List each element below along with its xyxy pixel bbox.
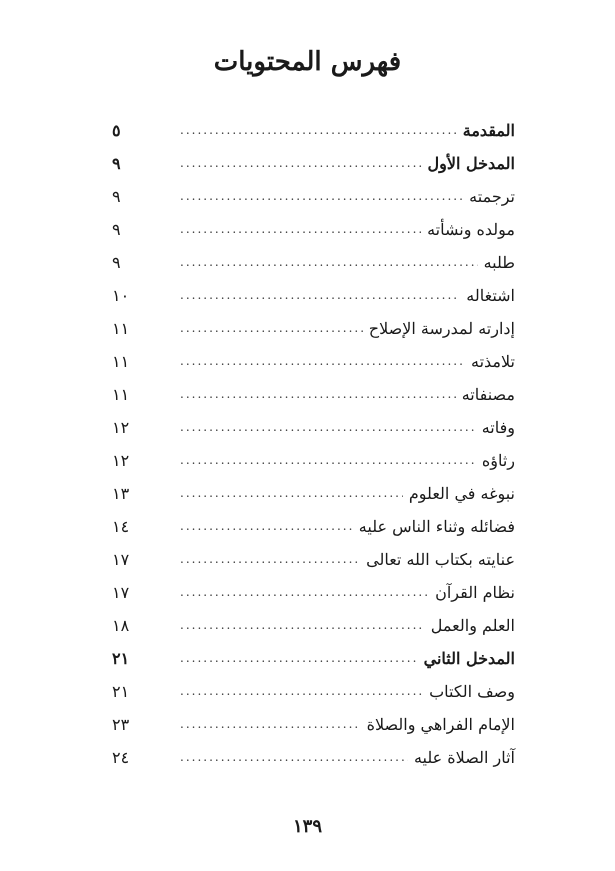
toc-entry[interactable]	[112, 213, 515, 246]
toc-entry[interactable]	[112, 411, 515, 444]
toc-entry[interactable]	[112, 477, 515, 510]
toc-entry-title: آثار الصلاة عليه	[413, 748, 515, 767]
toc-entry-title: نظام القرآن	[435, 583, 515, 602]
toc-entry-title: ترجمته	[469, 187, 515, 206]
dot-leader	[180, 741, 408, 774]
toc-entry-title: تلامذته	[471, 352, 515, 371]
toc-entry-title: طلبه	[483, 253, 515, 272]
dot-leader	[180, 279, 460, 312]
dot-leader	[180, 543, 360, 576]
dot-leader	[180, 246, 478, 279]
dot-leader	[180, 147, 422, 180]
dot-leader	[180, 609, 425, 642]
dot-leader	[180, 312, 363, 345]
toc-entry[interactable]	[112, 246, 515, 279]
toc-entry[interactable]	[112, 675, 515, 708]
toc-entry[interactable]	[112, 576, 515, 609]
toc-entry-title: مصنفاته	[461, 385, 515, 404]
toc-entry-page: ٩	[112, 220, 121, 239]
table-of-contents	[112, 114, 515, 774]
toc-entry-page: ١٢	[112, 418, 130, 437]
toc-entry[interactable]	[112, 378, 515, 411]
dot-leader	[180, 708, 361, 741]
dot-leader	[180, 444, 476, 477]
toc-entry-page: ٢٤	[112, 748, 130, 767]
dot-leader	[180, 411, 476, 444]
toc-entry-page: ١٨	[112, 616, 130, 635]
dot-leader	[180, 180, 463, 213]
toc-entry-title: فضائله وثناء الناس عليه	[358, 517, 515, 536]
toc-entry-page: ٩	[112, 253, 121, 272]
dot-leader	[180, 675, 423, 708]
toc-entry-title: وصف الكتاب	[429, 682, 515, 701]
page-number: ١٣٩	[292, 816, 322, 837]
toc-entry-page: ٢١	[112, 682, 130, 701]
toc-entry[interactable]	[112, 279, 515, 312]
toc-entry-page: ١٢	[112, 451, 130, 470]
dot-leader	[180, 378, 456, 411]
toc-entry[interactable]	[112, 114, 515, 147]
toc-entry[interactable]	[112, 147, 515, 180]
toc-entry[interactable]	[112, 510, 515, 543]
dot-leader	[180, 213, 421, 246]
toc-entry-title: إدارته لمدرسة الإصلاح	[368, 319, 515, 338]
dot-leader	[180, 477, 403, 510]
toc-entry-title: مولده ونشأته	[427, 220, 515, 239]
toc-entry[interactable]	[112, 312, 515, 345]
toc-entry[interactable]	[112, 345, 515, 378]
toc-entry-page: ١٧	[112, 550, 130, 569]
page-title: فهرس المحتويات	[213, 47, 402, 77]
dot-leader	[180, 510, 353, 543]
dot-leader	[180, 114, 457, 147]
toc-entry-page: ١٤	[112, 517, 130, 536]
toc-entry-title: المدخل الأول	[427, 154, 515, 173]
toc-entry[interactable]	[112, 741, 515, 774]
dot-leader	[180, 642, 418, 675]
toc-entry[interactable]	[112, 180, 515, 213]
toc-entry-page: ١٠	[112, 286, 130, 305]
toc-entry-title: المقدمة	[462, 121, 515, 140]
toc-entry-title: عنايته بكتاب الله تعالى	[366, 550, 515, 569]
toc-entry[interactable]	[112, 543, 515, 576]
toc-entry-page: ١١	[112, 352, 130, 371]
toc-entry-title: وفاته	[481, 418, 515, 437]
toc-entry[interactable]	[112, 609, 515, 642]
toc-entry-page: ١١	[112, 319, 130, 338]
toc-entry[interactable]	[112, 708, 515, 741]
dot-leader	[180, 345, 465, 378]
toc-entry-page: ٢١	[112, 649, 130, 668]
toc-entry[interactable]	[112, 642, 515, 675]
toc-entry-page: ٥	[112, 121, 121, 140]
toc-entry-title: الإمام الفراهي والصلاة	[366, 715, 515, 734]
dot-leader	[180, 576, 429, 609]
toc-entry-page: ١٧	[112, 583, 130, 602]
toc-entry-page: ٢٣	[112, 715, 130, 734]
toc-entry-page: ١٣	[112, 484, 130, 503]
toc-entry-page: ٩	[112, 187, 121, 206]
toc-entry-title: نبوغه في العلوم	[408, 484, 515, 503]
toc-entry[interactable]	[112, 444, 515, 477]
toc-entry-title: رثاؤه	[481, 451, 515, 470]
toc-entry-page: ١١	[112, 385, 130, 404]
toc-entry-title: اشتغاله	[466, 286, 515, 305]
toc-entry-title: المدخل الثاني	[423, 649, 515, 668]
toc-entry-title: العلم والعمل	[430, 616, 515, 635]
toc-entry-page: ٩	[112, 154, 121, 173]
